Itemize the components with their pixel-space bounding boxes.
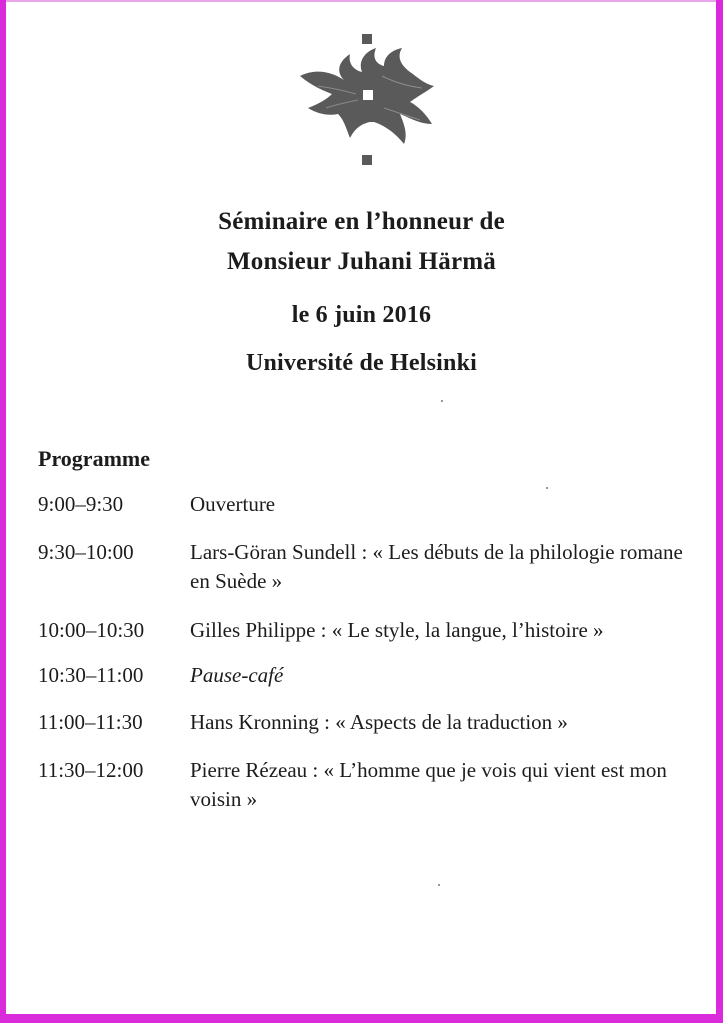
programme-item-title: Pierre Rézeau : « L’homme que je vois qui vient est mon voisin » (190, 758, 667, 811)
programme-item-time: 10:30–11:00 (38, 663, 144, 687)
frame-bottom-border (0, 1014, 723, 1023)
seminar-venue: Université de Helsinki (245, 350, 478, 376)
programme-item-title: Lars-Göran Sundell : « Les débuts de la philologie romane en Suède » (190, 540, 683, 593)
scan-speck (546, 487, 548, 489)
seminar-title-line-1: Séminaire en l’honneur de (218, 208, 505, 235)
university-logo-icon (298, 28, 440, 170)
programme-item-time: 10:00–10:30 (38, 618, 145, 642)
programme-item-title: Pause-café (190, 663, 284, 687)
frame-top-border (0, 0, 723, 2)
scan-speck (438, 884, 440, 886)
seminar-date: le 6 juin 2016 (291, 302, 432, 328)
programme-item-time: 9:00–9:30 (38, 492, 124, 516)
seminar-title-line-2: Monsieur Juhani Härmä (226, 248, 497, 275)
programme-item-title: Hans Kronning : « Aspects de la traduction » (190, 710, 568, 734)
programme-item-title: Ouverture (190, 492, 276, 516)
frame-left-border (0, 0, 6, 1023)
scan-speck (441, 400, 443, 402)
programme-item-time: 11:30–12:00 (38, 758, 144, 782)
programme-item-title: Gilles Philippe : « Le style, la langue, l’histoire » (190, 618, 604, 642)
programme-item-time: 11:00–11:30 (38, 710, 143, 734)
programme-heading: Programme (38, 446, 150, 471)
frame-right-border (716, 0, 723, 1023)
programme-item-time: 9:30–10:00 (38, 540, 134, 564)
